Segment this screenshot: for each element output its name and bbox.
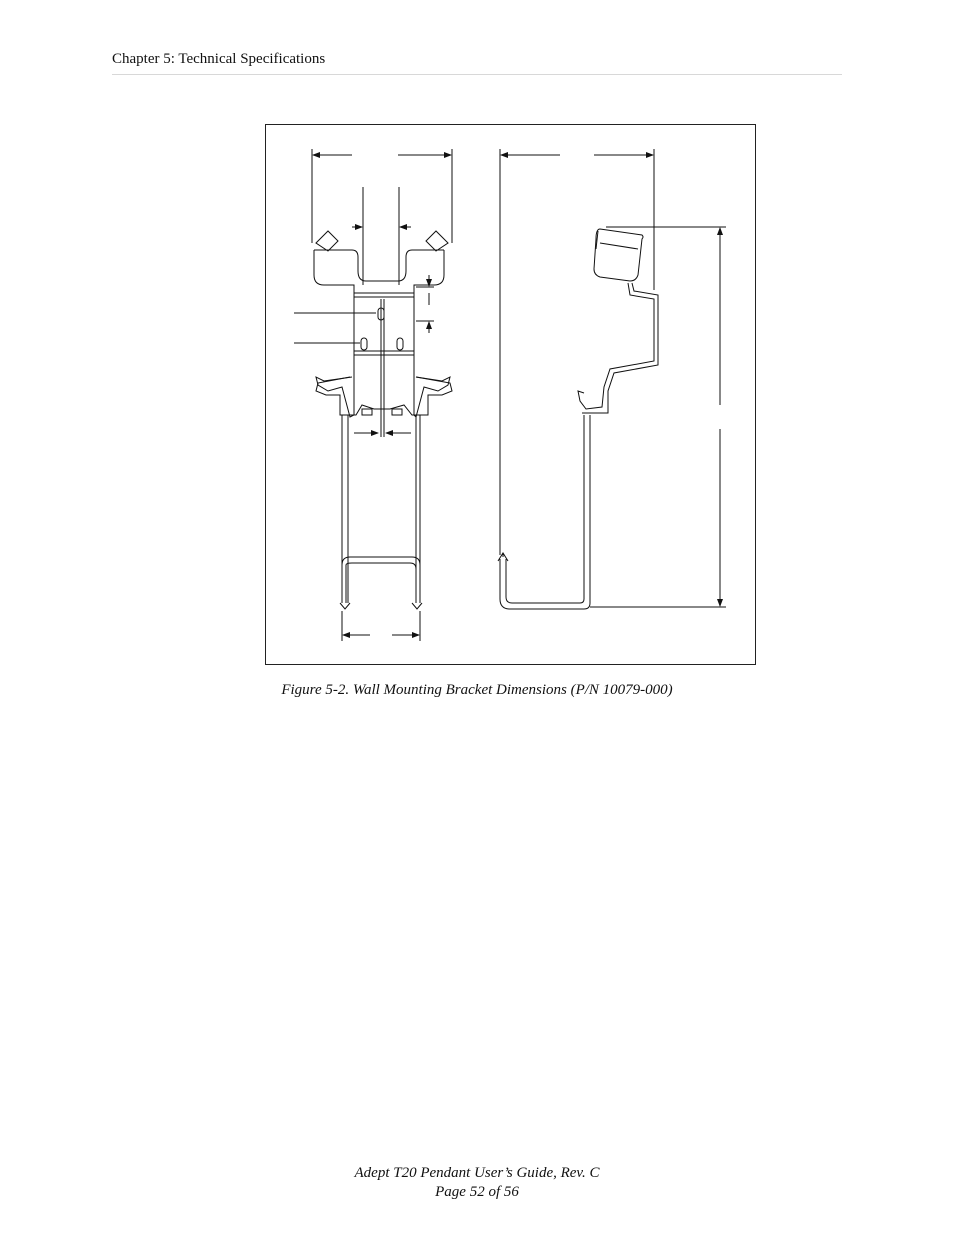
bracket-drawing-frame (265, 124, 756, 665)
footer-page-number: Page 52 of 56 (435, 1184, 519, 1200)
footer-doc-title: Adept T20 Pendant User’s Guide, Rev. C (354, 1165, 600, 1181)
page-header: Chapter 5: Technical Specifications (112, 51, 842, 75)
page-footer (0, 1164, 954, 1202)
side-view (498, 149, 726, 609)
bracket-dimension-drawing (266, 125, 757, 666)
figure-caption: Figure 5-2. Wall Mounting Bracket Dimensions (P/N 10079-000) (281, 682, 673, 698)
front-view (294, 149, 452, 641)
